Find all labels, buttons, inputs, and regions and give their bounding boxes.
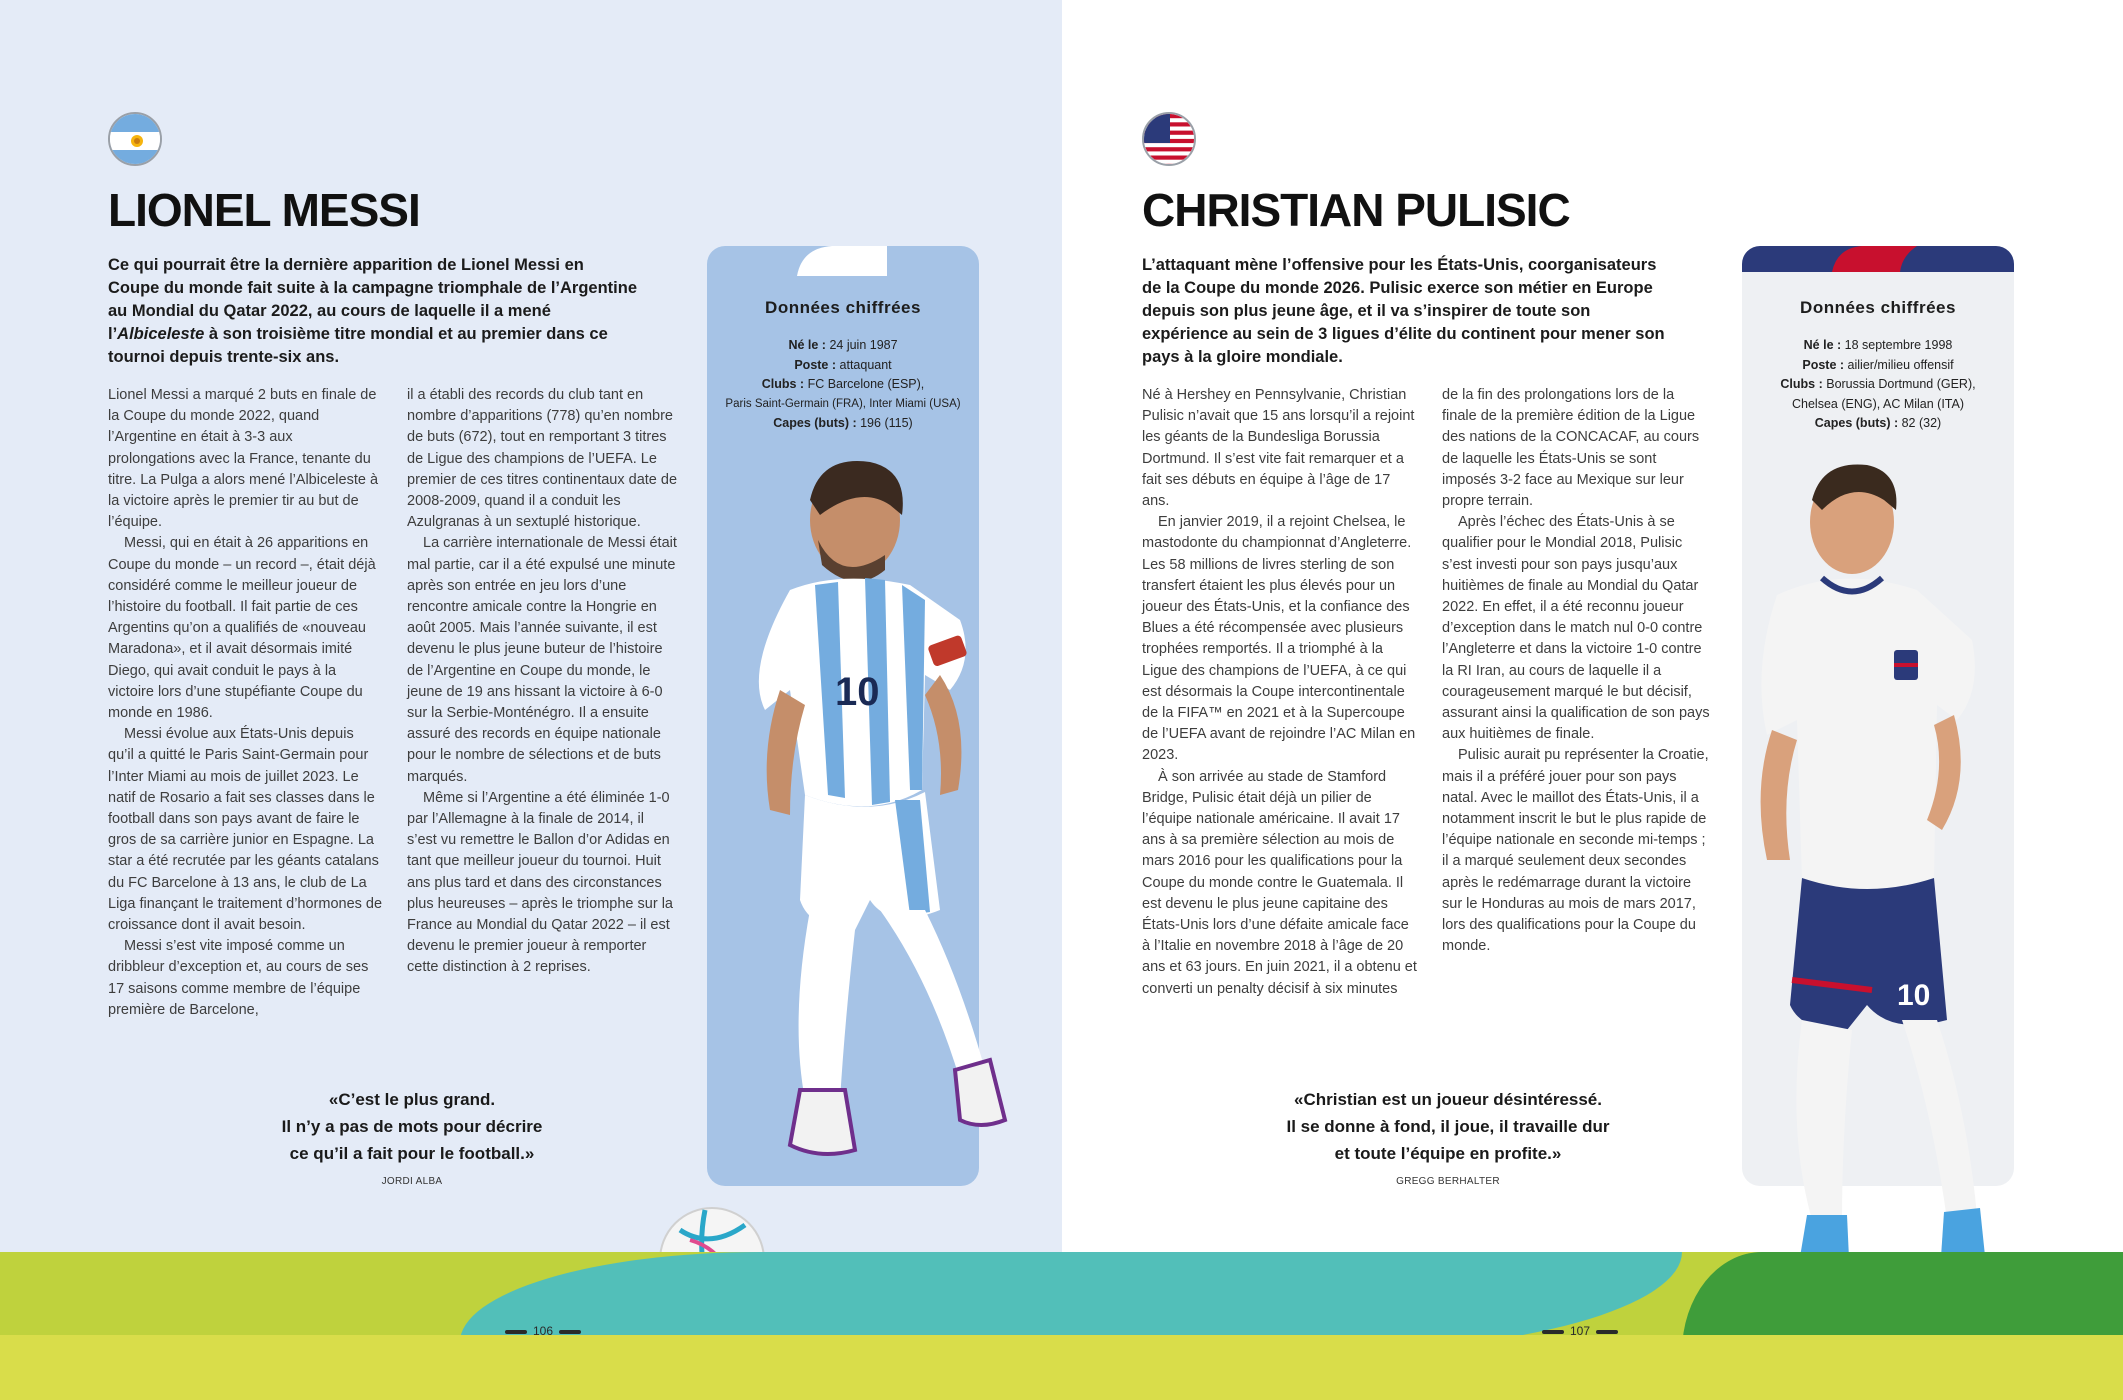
player-name-title: CHRISTIAN PULISIC: [1142, 184, 1570, 236]
paragraph: Après l’échec des États-Unis à se qualifier pour le Mondial 2018, Pulisic s’est investi pour son pays jusqu’aux huitièmes de finale au Mondial du Qatar 2022. En effet, il a été reconnu joueur d’exception dans le match nul 0-0 contre l’Angleterre et dans la victoire 1-0 contre la RI Iran, au cours de laquelle il a courageusement marqué le but décisif, assurant ainsi la qualification de son pays aux huitièmes de finale.: [1442, 514, 1710, 743]
usa-flag-icon: [1142, 112, 1196, 166]
ground-band-lower: [0, 1335, 1062, 1400]
stat-clubs-cont: Paris Saint-Germain (FRA), Inter Miami (USA): [725, 397, 961, 410]
paragraph: En janvier 2019, il a rejoint Chelsea, le mastodonte du championnat d’Angleterre. Les 58 millions de livres sterling de son transfert étaient les plus élevés pour un joueur des États-Unis, et la confiance des Blues a été récompensée avec plusieurs trophées remportés. Il a triomphé à la Ligue des champions de l’UEFA, à ce qui est désormais la Coupe intercontinentale de la FIFA™ en 2021 et à la Supercoupe de l’UEFA avant de rejoindre l’AC Milan en 2023.: [1142, 514, 1416, 764]
stats-heading: Données chiffrées: [1800, 298, 1956, 317]
paragraph: Messi s’est vite imposé comme un dribbleur d’exception et, au cours de ses 17 saisons comme membre de l’équipe première de Barcelone,: [108, 938, 369, 1018]
paragraph: Lionel Messi a marqué 2 buts en finale de la Coupe du monde 2022, quand l’Argentine en était à 3-3 aux prolongations avec la France, tenante du titre. La Pulga a alors mené l’Albiceleste à la victoire après le premier tir au but de l’équipe.: [108, 387, 379, 531]
paragraph: Pulisic aurait pu représenter la Croatie, mais il a préféré jouer pour son pays natal. Avec le maillot des États-Unis, il a notamment inscrit le but le plus rapide de l’équipe nationale en seconde mi-temps ; il a marqué seulement deux secondes après le redémarrage durant la victoire sur le Honduras au mois de mars 2017, lors des qualifications pour la Coupe du monde.: [1442, 747, 1709, 955]
stat-born: Né le : 24 juin 1987: [788, 338, 898, 352]
quote-author: JORDI ALBA: [381, 1176, 443, 1187]
stat-caps: Capes (buts) : 196 (115): [773, 416, 913, 430]
stat-clubs-cont: Chelsea (ENG), AC Milan (ITA): [1791, 396, 1965, 411]
quote-author: GREGG BERHALTER: [1396, 1176, 1500, 1187]
stat-position: Poste : attaquant: [794, 357, 892, 372]
player-photo-pulisic: [1672, 460, 2052, 1320]
right-page: [1062, 0, 2123, 1400]
stats-list: [707, 336, 979, 434]
paragraph: Messi, qui en était à 26 apparitions en Coupe du monde – un record –, était déjà considéré comme le meilleur joueur de l’histoire du football. Il fait partie de ces Argentins qu’on a qualifiés de «nouveau Maradona», et il avait désormais imité Diego, qui avait conduit le pays à la victoire lors d’une stupéfiante Coupe du monde en 1986.: [108, 535, 376, 722]
stat-clubs: Clubs : Borussia Dortmund (GER),: [1780, 377, 1976, 391]
text-column-1: [1142, 385, 1417, 1000]
intro-paragraph: L’attaquant mène l’offensive pour les États-Unis, coorganisateurs de la Coupe du monde 2026. Pulisic exerce son métier en Europe depuis son plus jeune âge, et il va s’inspirer de toute son expérience au sein de 3 ligues d’élite du continent pour mener son pays à la gloire mondiale.: [1142, 256, 1665, 366]
card-decoration: [707, 246, 979, 276]
paragraph: Né à Hershey en Pennsylvanie, Christian Pulisic n’avait que 15 ans lorsqu’il a rejoint les géants de la Bundesliga Borussia Dortmund. Il s’est vite fait remarquer et a fait ses débuts en équipe à l’âge de 17 ans.: [1142, 387, 1415, 510]
text-column-1: [108, 385, 383, 1021]
stats-heading: Données chiffrées: [765, 298, 921, 317]
svg-text:10: 10: [1897, 979, 1931, 1012]
stat-position: Poste : ailier/milieu offensif: [1802, 357, 1954, 372]
paragraph: Même si l’Argentine a été éliminée 1-0 par l’Allemagne à la finale de 2014, il s’est vu remettre le Ballon d’or Adidas en tant que meilleur joueur du tournoi. Huit ans plus tard et dans des circonstances plus heureuses – après le triomphe sur la France au Mondial du Qatar 2022 – il est devenu le premier joueur à remporter cette distinction à 2 reprises.: [407, 789, 673, 976]
stat-born: Né le : 18 septembre 1998: [1803, 338, 1953, 352]
ground-band-lower: [1062, 1335, 2123, 1400]
pull-quote: «Christian est un joueur désintéressé. Il se donne à fond, il joue, il travaille dur et toute l’équipe en profite.»: [1286, 1090, 1610, 1163]
svg-text:10: 10: [835, 670, 880, 714]
intro-paragraph: Ce qui pourrait être la dernière apparition de Lionel Messi en Coupe du monde fait suite à la campagne triomphale de l’Argentine au Mondial du Qatar 2022, au cours de laquelle il a mené l’Albiceleste à son troisième titre mondial et au premier dans ce tournoi depuis trente-six ans.: [108, 256, 637, 366]
card-decoration: [1742, 246, 2014, 272]
page-number: 106: [493, 1324, 593, 1338]
player-name-title: LIONEL MESSI: [108, 184, 420, 236]
paragraph: La carrière internationale de Messi était mal partie, car il a été expulsé une minute après son entrée en jeu lors d’une rencontre amicale contre la Hongrie en août 2005. Mais l’année suivante, il est devenu le plus jeune buteur de l’histoire de l’Argentine en Coupe du monde, le jeune de 19 ans hissant la victoire à 6-0 sur la Serbie-Monténégro. Il a ensuite assuré des records en équipe nationale pour le nombre de sélections et de buts marqués.: [407, 535, 677, 785]
stat-clubs: Clubs : FC Barcelone (ESP),: [761, 377, 925, 391]
page-number: 107: [1530, 1324, 1630, 1338]
paragraph: Messi évolue aux États-Unis depuis qu’il a quitté le Paris Saint-Germain pour l’Inter Miami au mois de juillet 2023. Le natif de Rosario a fait ses classes dans le football dans son pays avant de faire le gros de sa carrière junior en Espagne. La star a été recrutée par les géants catalans du FC Barcelone à 13 ans, le club de La Liga finançant le traitement d’hormones de croissance dont il avait besoin.: [108, 726, 383, 934]
stats-list: [1742, 336, 2014, 434]
player-photo-messi: [640, 460, 1060, 1320]
paragraph: À son arrivée au stade de Stamford Bridge, Pulisic était déjà un pilier de l’équipe nationale américaine. Il avait 17 ans à sa première sélection au mois de mars 2016 pour les qualifications pour la Coupe du monde contre le Guatemala. Il est devenu le plus jeune capitaine des États-Unis lors d’une défaite amicale face à l’Italie en novembre 2018 à l’âge de 20 ans et 63 jours. En juin 2021, il a obtenu et converti un penalty décisif à six minutes: [1142, 768, 1417, 997]
text-column-2: [407, 385, 677, 979]
pull-quote: «C’est le plus grand. Il n’y a pas de mots pour décrire ce qu’il a fait pour le football.»: [281, 1090, 543, 1163]
argentina-flag-icon: [108, 112, 162, 166]
paragraph: il a établi des records du club tant en nombre d’apparitions (778) qu’en nombre de buts (672), tout en remportant 3 titres de Ligue des champions de l’UEFA. Le premier de ces titres continentaux date de 2008-2009, quand il a conduit les Azulgranas à un sextuplé historique.: [407, 387, 678, 531]
stat-caps: Capes (buts) : 82 (32): [1814, 416, 1942, 430]
paragraph: de la fin des prolongations lors de la finale de la première édition de la Ligue des nations de la CONCACAF, au cours de laquelle les États-Unis se sont imposés 3-2 face au Mexique sur leur propre terrain.: [1442, 387, 1700, 510]
